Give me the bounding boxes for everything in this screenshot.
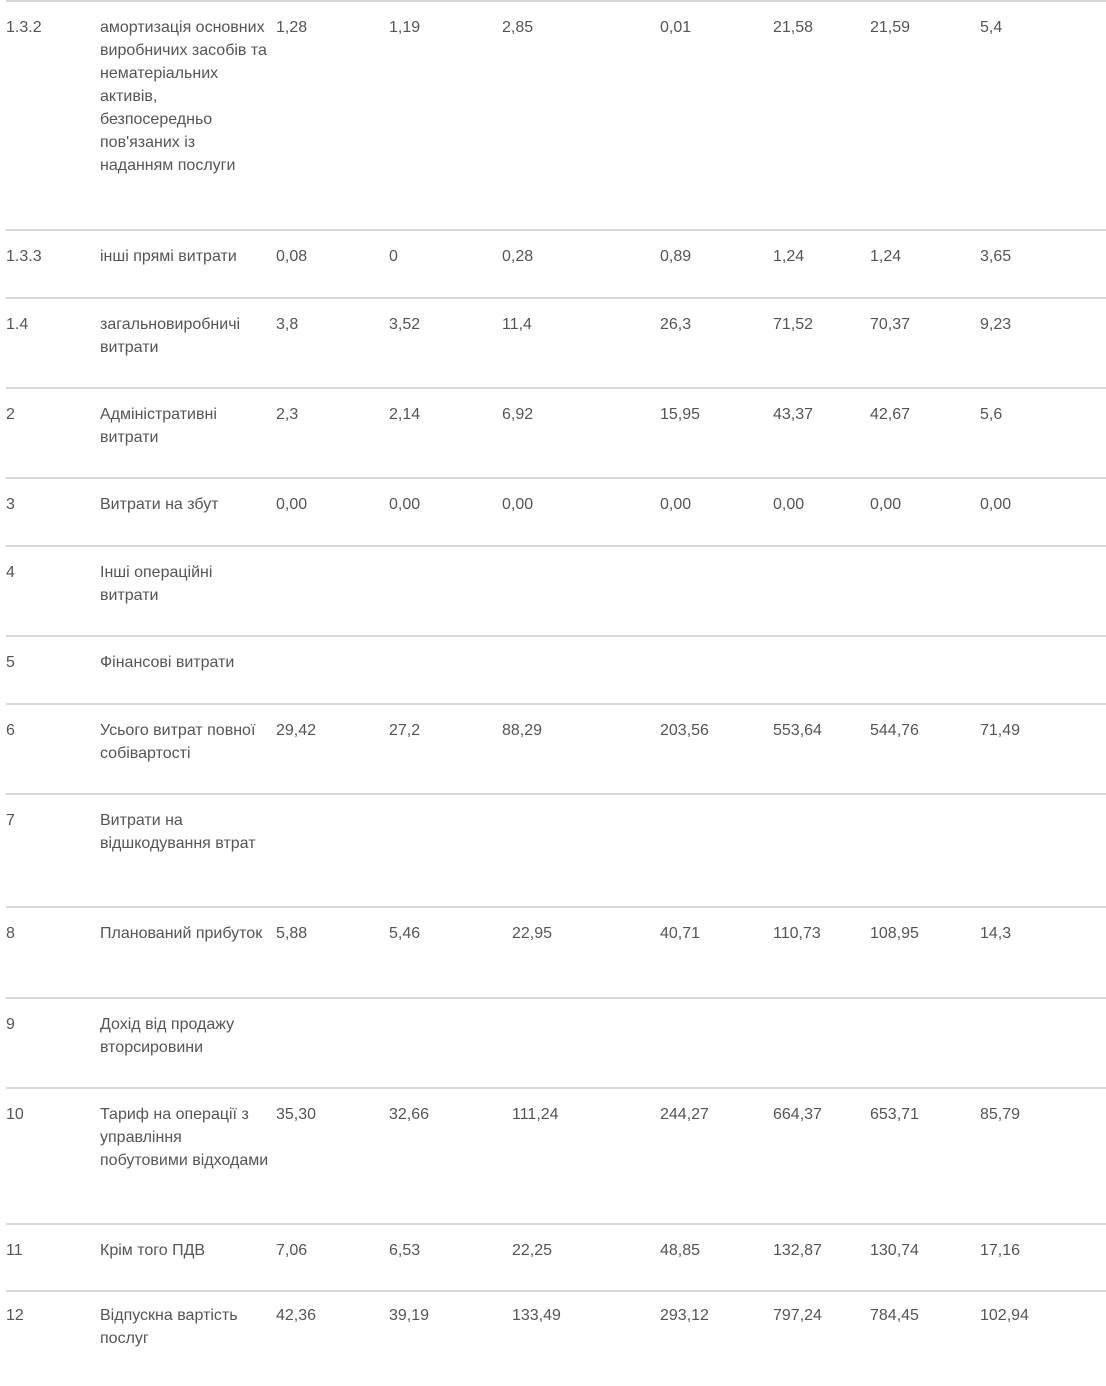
row-name: Адміністративні витрати — [100, 388, 276, 478]
value-cell: 553,64 — [773, 704, 870, 794]
value-cell: 5,88 — [276, 907, 389, 998]
value-cell — [980, 794, 1106, 907]
table-row — [6, 546, 1106, 636]
row-name: Відпускна вартість послуг — [100, 1307, 238, 1347]
row-name: Крім того ПДВ — [100, 1224, 276, 1291]
value-cell — [660, 636, 773, 704]
value-cell — [389, 998, 502, 1088]
table-row — [6, 704, 1106, 794]
value-cell: 0,00 — [660, 478, 773, 546]
value-cell: 70,37 — [870, 298, 980, 388]
value-cell: 110,73 — [773, 907, 870, 998]
value-cell — [502, 546, 660, 636]
value-cell — [773, 636, 870, 704]
value-cell: 22,25 — [502, 1224, 660, 1291]
value-cell — [389, 794, 502, 907]
value-cell: 2,3 — [276, 388, 389, 478]
row-code: 10 — [6, 1088, 100, 1224]
value-cell: 111,24 — [502, 1088, 660, 1224]
table-row — [6, 794, 1106, 907]
value-cell: 244,27 — [660, 1088, 773, 1224]
table-row — [6, 636, 1106, 704]
table-row — [6, 1088, 1106, 1224]
value-cell: 2,14 — [389, 388, 502, 478]
row-code: 8 — [6, 907, 100, 998]
value-cell: 22,95 — [502, 907, 660, 998]
value-cell: 0,00 — [276, 478, 389, 546]
value-cell — [389, 636, 502, 704]
value-cell — [773, 998, 870, 1088]
value-cell: 5,4 — [980, 1, 1106, 230]
value-cell: 664,37 — [773, 1088, 870, 1224]
value-cell: 0,00 — [389, 478, 502, 546]
value-cell — [276, 998, 389, 1088]
row-name: Усього витрат повної собівартості — [100, 704, 276, 794]
value-cell — [502, 998, 660, 1088]
value-cell: 0 — [389, 230, 502, 298]
value-cell: 6,92 — [502, 388, 660, 478]
value-cell: 1,24 — [773, 230, 870, 298]
value-cell: 797,24 — [773, 1307, 822, 1324]
table-row — [6, 298, 1106, 388]
value-cell — [870, 546, 980, 636]
value-cell — [502, 636, 660, 704]
row-name: Тариф на операції з управління побутовими відходами — [100, 1088, 276, 1224]
row-name: інші прямі витрати — [100, 230, 276, 298]
value-cell: 42,36 — [276, 1307, 317, 1324]
value-cell: 88,29 — [502, 704, 660, 794]
value-cell: 102,94 — [980, 1307, 1029, 1324]
value-cell — [980, 998, 1106, 1088]
table-row — [6, 998, 1106, 1088]
row-code: 9 — [6, 998, 100, 1088]
row-code: 1.3.3 — [6, 230, 100, 298]
tariff-table-container — [6, 0, 1029, 1386]
value-cell: 0,28 — [502, 230, 660, 298]
value-cell: 0,00 — [980, 478, 1106, 546]
value-cell: 2,85 — [502, 1, 660, 230]
value-cell: 3,8 — [276, 298, 389, 388]
value-cell: 32,66 — [389, 1088, 502, 1224]
value-cell: 7,06 — [276, 1224, 389, 1291]
value-cell: 27,2 — [389, 704, 502, 794]
row-name: Дохід від продажу вторсировини — [100, 998, 276, 1088]
row-name: загальновиробничі витрати — [100, 298, 276, 388]
value-cell: 0,08 — [276, 230, 389, 298]
tariff-cost-table — [6, 0, 1106, 1383]
value-cell — [276, 794, 389, 907]
row-code: 2 — [6, 388, 100, 478]
value-cell: 0,00 — [502, 478, 660, 546]
value-cell: 5,46 — [389, 907, 502, 998]
value-cell: 85,79 — [980, 1088, 1106, 1224]
value-cell: 21,59 — [870, 1, 980, 230]
row-code: 1.4 — [6, 298, 100, 388]
table-row — [6, 478, 1106, 546]
value-cell: 71,52 — [773, 298, 870, 388]
value-cell: 48,85 — [660, 1224, 773, 1291]
value-cell: 71,49 — [980, 704, 1106, 794]
value-cell: 653,71 — [870, 1088, 980, 1224]
row-code: 1.3.2 — [6, 1, 100, 230]
row-name: Планований прибуток — [100, 907, 276, 998]
value-cell — [389, 546, 502, 636]
value-cell: 40,71 — [660, 907, 773, 998]
value-cell: 29,42 — [276, 704, 389, 794]
value-cell: 130,74 — [870, 1224, 980, 1291]
row-code: 11 — [6, 1224, 100, 1291]
value-cell — [660, 794, 773, 907]
value-cell: 14,3 — [980, 907, 1106, 998]
row-name: Витрати на відшкодування втрат — [100, 794, 276, 907]
value-cell: 9,23 — [980, 298, 1106, 388]
table-row — [6, 1224, 1106, 1291]
value-cell — [276, 546, 389, 636]
row-code: 6 — [6, 704, 100, 794]
value-cell: 17,16 — [980, 1224, 1106, 1291]
value-cell — [660, 546, 773, 636]
value-cell — [276, 636, 389, 704]
row-code: 5 — [6, 636, 100, 704]
value-cell: 3,65 — [980, 230, 1106, 298]
value-cell — [980, 636, 1106, 704]
value-cell: 0,89 — [660, 230, 773, 298]
value-cell — [660, 998, 773, 1088]
value-cell: 784,45 — [870, 1307, 919, 1324]
value-cell: 203,56 — [660, 704, 773, 794]
row-code: 4 — [6, 546, 100, 636]
row-code: 12 — [6, 1307, 24, 1324]
value-cell: 132,87 — [773, 1224, 870, 1291]
table-row — [6, 1291, 1106, 1383]
value-cell: 0,01 — [660, 1, 773, 230]
value-cell: 26,3 — [660, 298, 773, 388]
value-cell: 21,58 — [773, 1, 870, 230]
value-cell — [980, 546, 1106, 636]
value-cell: 6,53 — [389, 1224, 502, 1291]
table-row — [6, 388, 1106, 478]
value-cell: 1,24 — [870, 230, 980, 298]
row-name: амортизація основних виробничих засобів та нематеріальних активів, безпосередньо пов'язаних із наданням послуги — [100, 1, 276, 230]
value-cell: 42,67 — [870, 388, 980, 478]
value-cell: 15,95 — [660, 388, 773, 478]
table-row — [6, 907, 1106, 998]
value-cell — [773, 546, 870, 636]
value-cell — [502, 794, 660, 907]
value-cell: 108,95 — [870, 907, 980, 998]
row-name: Фінансові витрати — [100, 636, 276, 704]
table-row — [6, 1, 1106, 230]
value-cell: 0,00 — [870, 478, 980, 546]
table-row — [6, 230, 1106, 298]
value-cell — [773, 794, 870, 907]
value-cell: 3,52 — [389, 298, 502, 388]
value-cell: 133,49 — [512, 1307, 561, 1324]
value-cell: 43,37 — [773, 388, 870, 478]
row-code: 7 — [6, 794, 100, 907]
row-code: 3 — [6, 478, 100, 546]
value-cell: 544,76 — [870, 704, 980, 794]
value-cell: 5,6 — [980, 388, 1106, 478]
value-cell: 35,30 — [276, 1088, 389, 1224]
value-cell: 0,00 — [773, 478, 870, 546]
row-name: Інші операційні витрати — [100, 546, 276, 636]
value-cell: 1,19 — [389, 1, 502, 230]
value-cell: 1,28 — [276, 1, 389, 230]
row-name: Витрати на збут — [100, 478, 276, 546]
value-cell — [870, 636, 980, 704]
value-cell: 39,19 — [389, 1307, 430, 1324]
value-cell — [870, 794, 980, 907]
value-cell: 11,4 — [502, 298, 660, 388]
value-cell — [870, 998, 980, 1088]
value-cell: 293,12 — [660, 1307, 709, 1324]
